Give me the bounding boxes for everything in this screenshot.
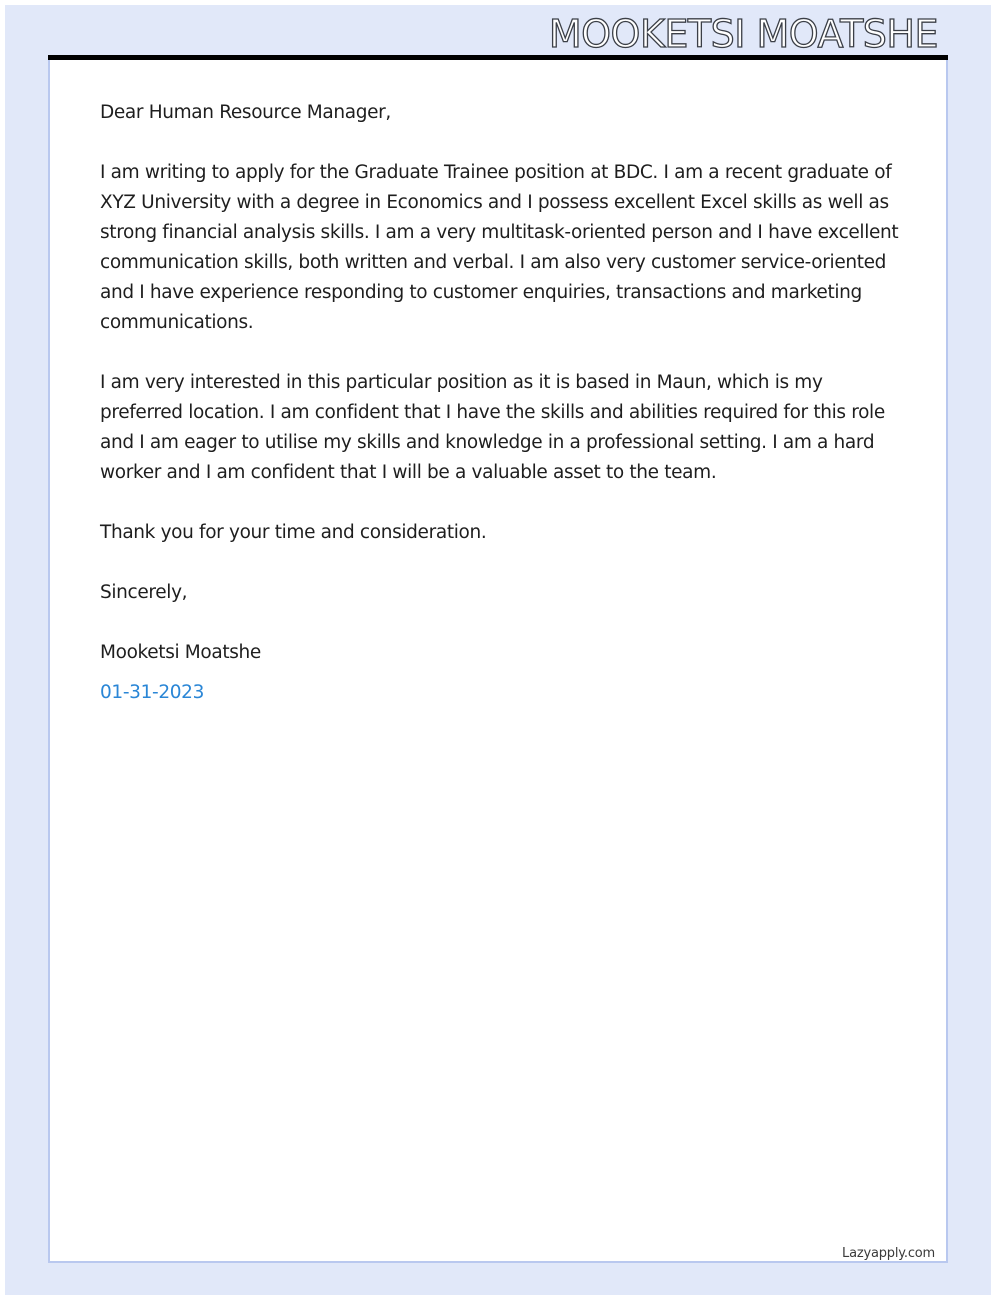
paragraph-introduction: I am writing to apply for the Graduate Trainee position at BDC. I am a recent graduate of XYZ University with a degree in Economics and I possess excellent Excel skills as well as strong financial analysis skills. I am a very multitask-oriented person and I have excellent communication skills, both written and verbal. I am also very customer service-oriented and I have experience responding to customer enquiries, transactions and marketing communications. [100, 162, 899, 333]
paragraph-thanks: Thank you for your time and consideration. [100, 522, 487, 543]
salutation: Dear Human Resource Manager, [100, 102, 391, 123]
paragraph-motivation: I am very interested in this particular position as it is based in Maun, which is my preferred location. I am confident that I have the skills and abilities required for this role and I am eager to utilise my skills and knowledge in a professional setting. I am a hard worker and I am confident that I will be a valuable asset to the team. [100, 372, 885, 483]
cover-letter-body [100, 98, 900, 738]
closing: Sincerely, [100, 582, 188, 603]
signer-name: Mooketsi Moatshe [100, 642, 261, 663]
applicant-name-title: MOOKETSI MOATSHE [548, 12, 938, 56]
watermark-text: Lazyapply.com [842, 1246, 935, 1261]
letter-date: 01-31-2023 [100, 682, 205, 703]
